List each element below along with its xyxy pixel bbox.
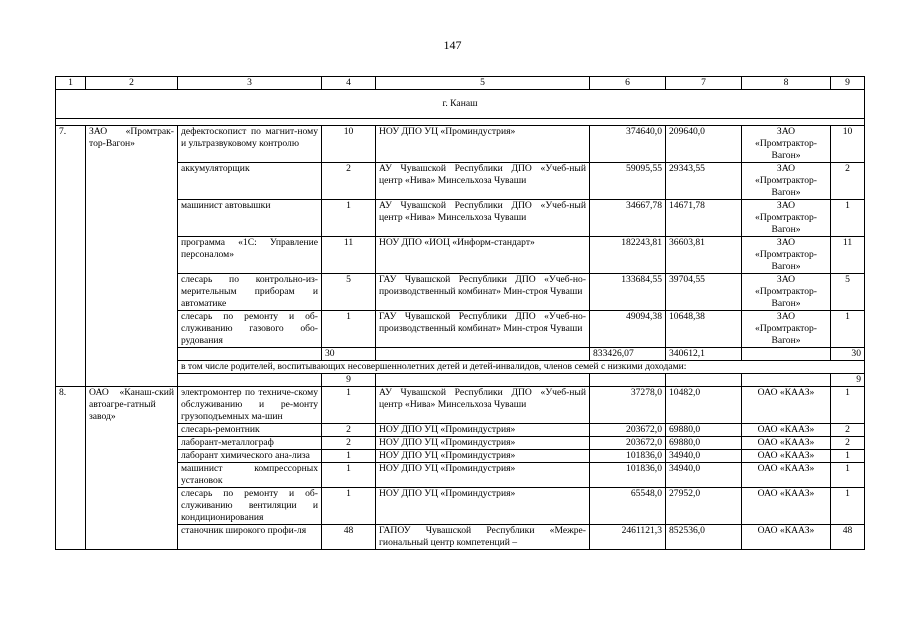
provider-cell: НОУ ДПО УЦ «Проминдустрия» [376,488,590,525]
profession-cell: аккумуляторщик [178,163,322,200]
provider-cell: ГАПОУ Чувашской Республики «Межре-гиональный центр компетенций – [376,525,590,550]
subsidy-cell: 14671,78 [666,200,742,237]
column-number: 8 [742,77,831,90]
profession-cell: машинист компрессорных установок [178,463,322,488]
table-row [56,237,865,274]
jobs-cell: 48 [831,525,865,550]
provider-cell: ГАУ Чувашской Республики ДПО «Учеб-но-производственный комбинат» Мин-строя Чуваши [376,274,590,311]
note-quantity-cell: 9 [322,374,376,387]
employer-cell: ЗАО «Промтрактор-Вагон» [742,200,831,237]
column-number: 5 [376,77,590,90]
subsidy-cell: 34940,0 [666,463,742,488]
subsidy-cell: 36603,81 [666,237,742,274]
employer-cell: ОАО «КААЗ» [742,463,831,488]
profession-cell: дефектоскопист по магнит-ному и ультразвуковому контролю [178,126,322,163]
total-cost-cell: 374640,0 [590,126,666,163]
employer-cell: ОАО «КААЗ» [742,450,831,463]
page-number: 147 [443,38,462,52]
profession-cell: слесарь по ремонту и об-служиванию вентиляции и кондиционирования [178,488,322,525]
table-row [56,450,865,463]
provider-cell: НОУ ДПО УЦ «Проминдустрия» [376,463,590,488]
org-name: ЗАО «Промтрак-тор-Вагон» [86,126,178,387]
employer-cell: ОАО «КААЗ» [742,525,831,550]
total-cost-cell: 49094,38 [590,311,666,348]
note-row [56,361,865,374]
subsidy-cell: 209640,0 [666,126,742,163]
subsidy-cell: 852536,0 [666,525,742,550]
subsidy-cell: 34940,0 [666,450,742,463]
empty-cell [666,374,742,387]
column-number: 2 [86,77,178,90]
profession-cell: лаборант химического ана-лиза [178,450,322,463]
note-jobs-cell: 9 [831,374,865,387]
table-row [56,437,865,450]
employer-cell: ОАО «КААЗ» [742,437,831,450]
subsidy-cell: 10648,38 [666,311,742,348]
org-name: ОАО «Канаш-ский автоагре-гатный завод» [86,387,178,550]
total-cost-cell: 133684,55 [590,274,666,311]
jobs-cell: 2 [831,437,865,450]
quantity-cell: 11 [322,237,376,274]
table-row [56,488,865,525]
total-cost-cell: 203672,0 [590,437,666,450]
quantity-cell: 1 [322,200,376,237]
quantity-cell: 2 [322,424,376,437]
jobs-sum-cell: 30 [831,348,865,361]
empty-cell [376,374,590,387]
spacer [56,119,865,126]
column-number: 4 [322,77,376,90]
provider-cell: НОУ ДПО УЦ «Проминдустрия» [376,437,590,450]
total-cost-cell: 37278,0 [590,387,666,424]
profession-cell: лаборант-металлограф [178,437,322,450]
provider-cell: АУ Чувашской Республики ДПО «Учеб-ный центр «Нива» Минсельхоза Чуваши [376,200,590,237]
city-heading: г. Канаш [56,90,865,119]
table-row [56,200,865,237]
subsidy-sum-cell: 340612,1 [666,348,742,361]
jobs-cell: 2 [831,424,865,437]
total-cost-cell: 2461121,3 [590,525,666,550]
table-row [56,387,865,424]
provider-cell: НОУ ДПО УЦ «Проминдустрия» [376,424,590,437]
subsidy-cell: 39704,55 [666,274,742,311]
table-row [56,311,865,348]
spacer-row [56,119,865,126]
profession-cell: слесарь-ремонтник [178,424,322,437]
total-cost-cell: 59095,55 [590,163,666,200]
quantity-cell: 5 [322,274,376,311]
provider-cell: ГАУ Чувашской Республики ДПО «Учеб-но-производственный комбинат» Мин-строя Чуваши [376,311,590,348]
employer-cell: ЗАО «Промтрактор-Вагон» [742,311,831,348]
empty-cell [178,374,322,387]
total-cost-cell: 182243,81 [590,237,666,274]
jobs-cell: 1 [831,488,865,525]
empty-cell [742,374,831,387]
table-row [56,274,865,311]
quantity-cell: 1 [322,488,376,525]
employer-cell: ОАО «КААЗ» [742,387,831,424]
employer-cell: ЗАО «Промтрактор-Вагон» [742,237,831,274]
quantity-cell: 1 [322,387,376,424]
provider-cell: АУ Чувашской Республики ДПО «Учеб-ный центр «Нива» Минсельхоза Чуваши [376,163,590,200]
profession-cell: слесарь по ремонту и об-служиванию газового обо-рудования [178,311,322,348]
subsidy-cell: 27952,0 [666,488,742,525]
subsidy-cell: 69880,0 [666,437,742,450]
total-cost-cell: 101836,0 [590,450,666,463]
profession-cell: электромонтер по техниче-скому обслуживанию и ре-монту грузоподъемных ма-шин [178,387,322,424]
note-text: в том числе родителей, воспитывающих несовершеннолетних детей и детей-инвалидов, членов семей с низкими доходами: [178,361,865,374]
total-cost-sum-cell: 833426,07 [590,348,666,361]
table-row [56,525,865,550]
table-row [56,163,865,200]
empty-cell [376,348,590,361]
empty-cell [742,348,831,361]
profession-cell: программа «1С: Управление персоналом» [178,237,322,274]
quantity-cell: 1 [322,311,376,348]
quantity-cell: 10 [322,126,376,163]
jobs-cell: 1 [831,387,865,424]
quantity-cell: 1 [322,463,376,488]
profession-cell: слесарь по контрольно-из-мерительным приборам и автоматике [178,274,322,311]
total-cost-cell: 65548,0 [590,488,666,525]
jobs-cell: 5 [831,274,865,311]
provider-cell: НОУ ДПО УЦ «Проминдустрия» [376,450,590,463]
note-count-row [56,374,865,387]
jobs-cell: 11 [831,237,865,274]
table-row [56,463,865,488]
table-row [56,126,865,163]
employer-cell: ЗАО «Промтрактор-Вагон» [742,274,831,311]
jobs-cell: 1 [831,463,865,488]
employer-cell: ЗАО «Промтрактор-Вагон» [742,126,831,163]
column-number-row [56,77,865,90]
jobs-cell: 1 [831,311,865,348]
employer-cell: ОАО «КААЗ» [742,488,831,525]
quantity-cell: 2 [322,163,376,200]
provider-cell: НОУ ДПО «ИОЦ «Информ-стандарт» [376,237,590,274]
subsidy-cell: 29343,55 [666,163,742,200]
jobs-cell: 2 [831,163,865,200]
provider-cell: НОУ ДПО УЦ «Проминдустрия» [376,126,590,163]
employer-cell: ОАО «КААЗ» [742,424,831,437]
jobs-cell: 1 [831,200,865,237]
empty-cell [590,374,666,387]
total-cost-cell: 203672,0 [590,424,666,437]
empty-cell [178,348,322,361]
org-number: 7. [56,126,86,387]
column-number: 7 [666,77,742,90]
city-row [56,90,865,119]
total-cost-cell: 101836,0 [590,463,666,488]
column-number: 3 [178,77,322,90]
quantity-cell: 48 [322,525,376,550]
quantity-cell: 2 [322,437,376,450]
employer-cell: ЗАО «Промтрактор-Вагон» [742,163,831,200]
table-body [56,77,865,550]
jobs-cell: 10 [831,126,865,163]
profession-cell: машинист автовышки [178,200,322,237]
total-quantity-cell: 30 [322,348,376,361]
profession-cell: станочник широкого профи-ля [178,525,322,550]
org-number: 8. [56,387,86,550]
column-number: 1 [56,77,86,90]
org-total-row [56,348,865,361]
jobs-cell: 1 [831,450,865,463]
subsidy-cell: 10482,0 [666,387,742,424]
subsidy-cell: 69880,0 [666,424,742,437]
table-row [56,424,865,437]
total-cost-cell: 34667,78 [590,200,666,237]
column-number: 6 [590,77,666,90]
column-number: 9 [831,77,865,90]
quantity-cell: 1 [322,450,376,463]
training-table [55,76,865,550]
provider-cell: АУ Чувашской Республики ДПО «Учеб-ный центр «Нива» Минсельхоза Чуваши [376,387,590,424]
